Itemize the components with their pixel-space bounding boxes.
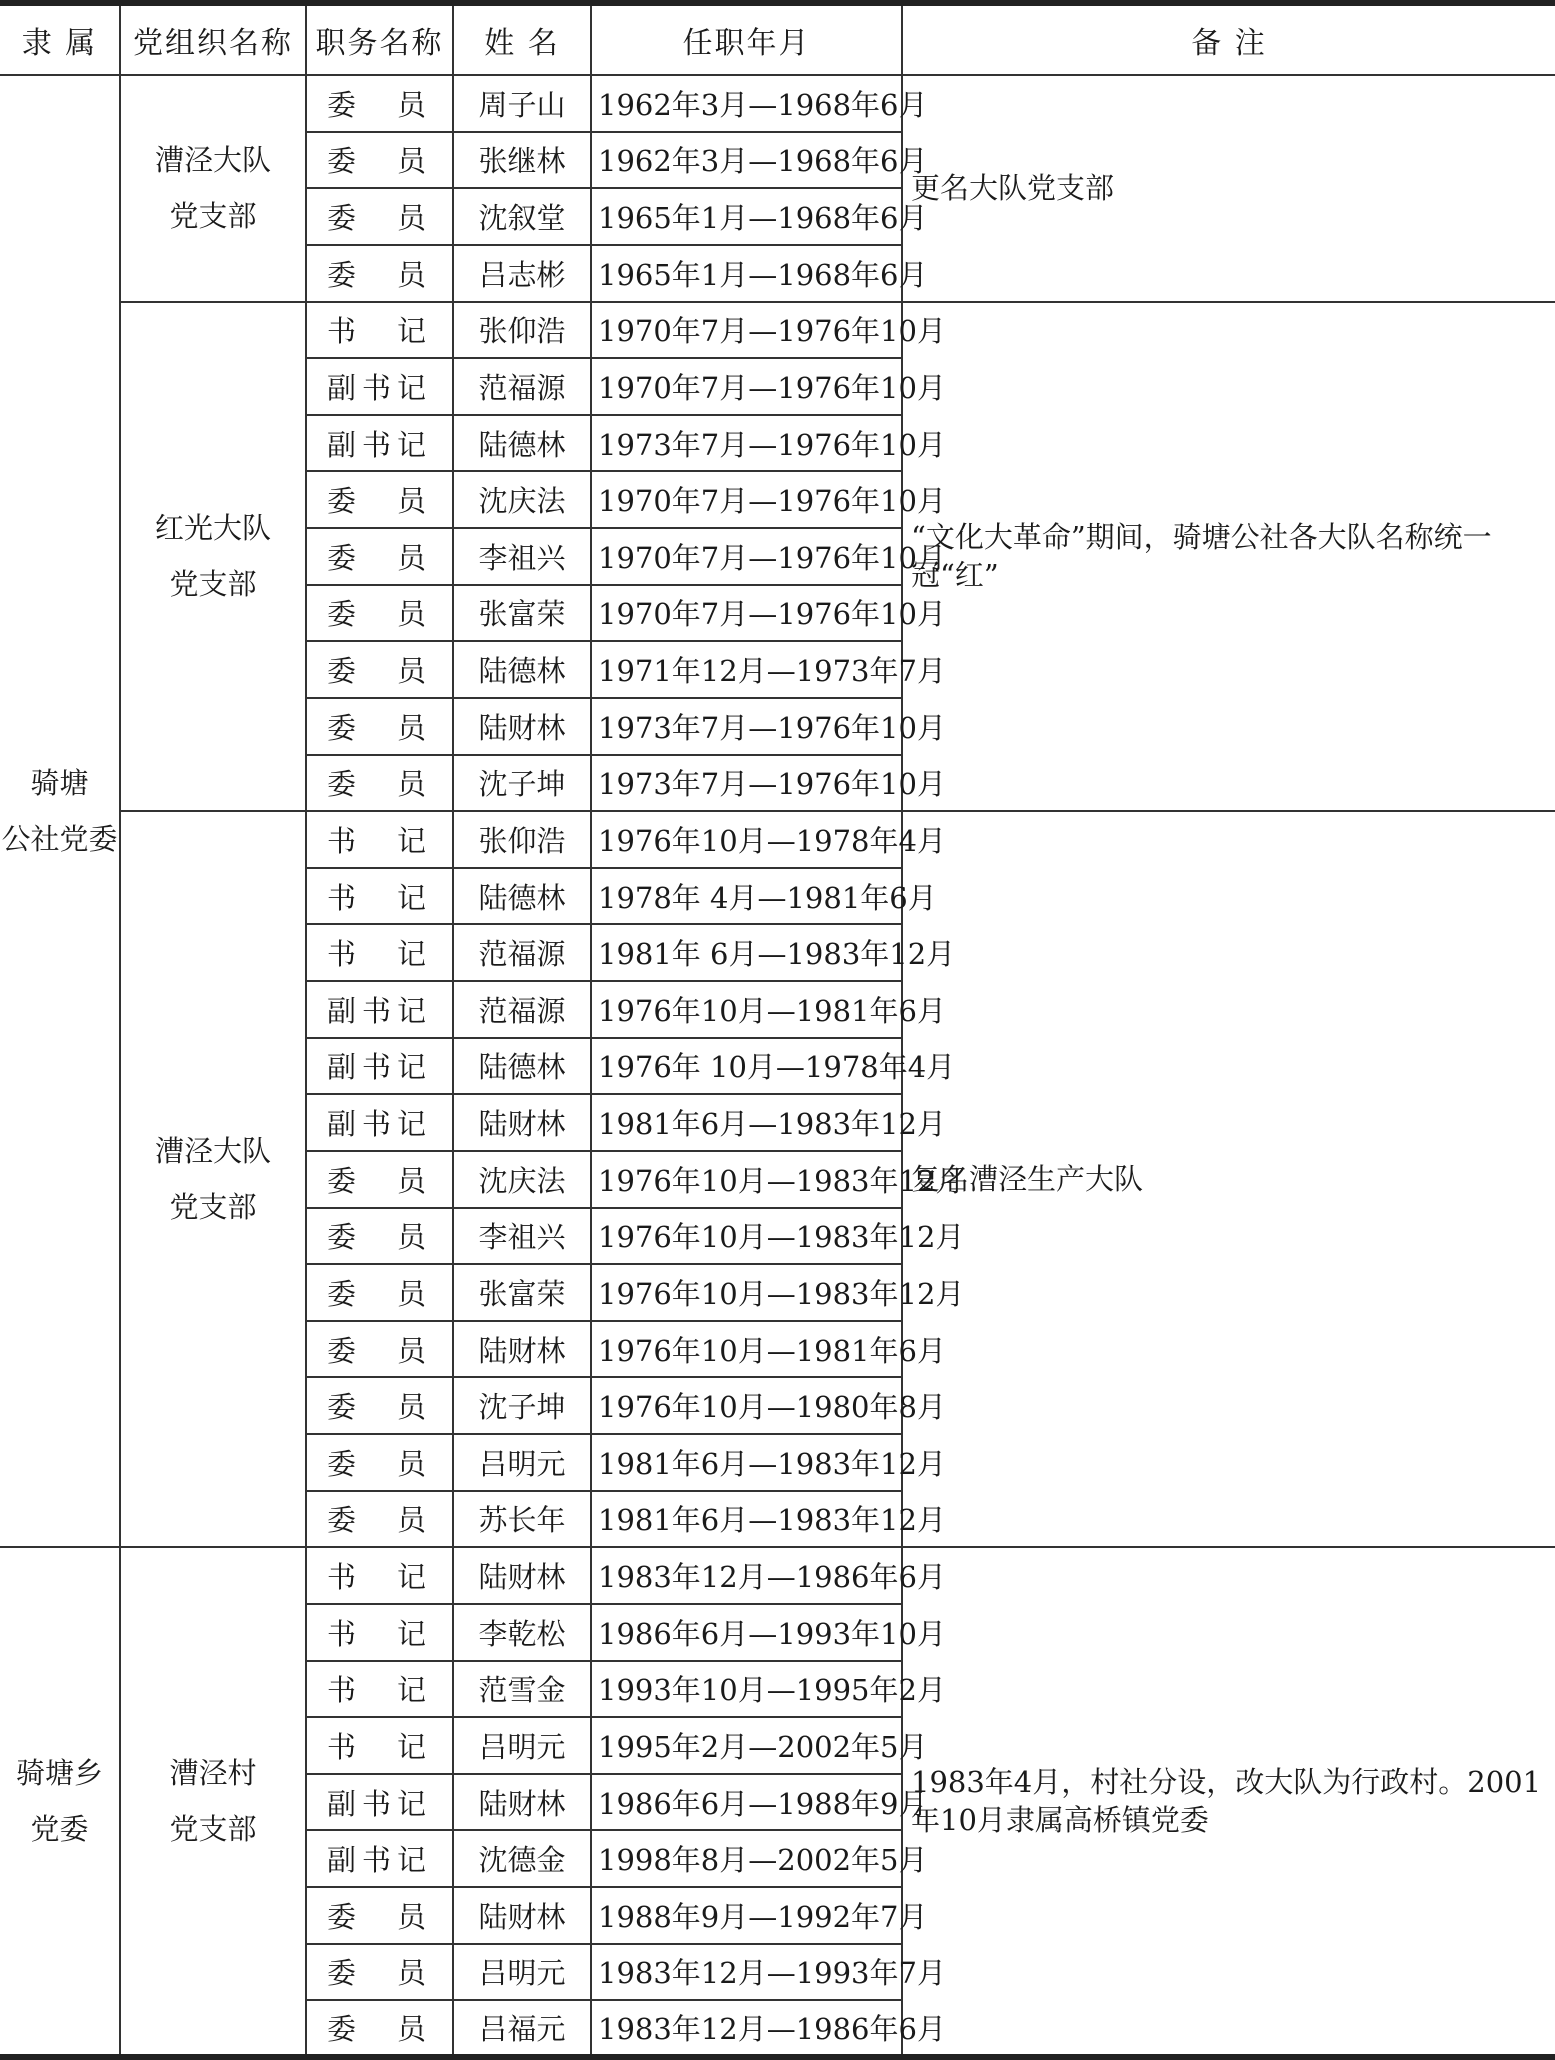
person-name-cell: 张仰浩 [453, 302, 591, 359]
position-cell: 委 员 [306, 1321, 453, 1378]
term-cell: 1976年10月—1983年12月 [591, 1208, 902, 1265]
term-cell: 1986年6月—1988年9月 [591, 1774, 902, 1831]
table-row [0, 75, 1555, 132]
person-name-cell: 苏长年 [453, 1491, 591, 1548]
person-name-cell: 李乾松 [453, 1604, 591, 1661]
person-name-cell: 陆德林 [453, 641, 591, 698]
header-position: 职务名称 [306, 3, 453, 75]
term-cell: 1971年12月—1973年7月 [591, 641, 902, 698]
term-cell: 1981年 6月—1983年12月 [591, 924, 902, 981]
term-cell: 1995年2月—2002年5月 [591, 1717, 902, 1774]
term-cell: 1970年7月—1976年10月 [591, 585, 902, 642]
term-cell: 1976年 10月—1978年4月 [591, 1038, 902, 1095]
org-name-cell [120, 75, 306, 302]
person-name-cell: 李祖兴 [453, 1208, 591, 1265]
person-name-cell: 沈叙堂 [453, 188, 591, 245]
position-cell: 委 员 [306, 1491, 453, 1548]
position-cell: 委 员 [306, 1887, 453, 1944]
person-name-cell: 陆财林 [453, 1094, 591, 1151]
term-cell: 1962年3月—1968年6月 [591, 132, 902, 189]
position-cell: 委 员 [306, 641, 453, 698]
affiliation-cell [0, 75, 120, 1547]
position-cell: 副书记 [306, 1094, 453, 1151]
person-name-cell: 范雪金 [453, 1661, 591, 1718]
term-cell: 1981年6月—1983年12月 [591, 1491, 902, 1548]
position-cell: 委 员 [306, 1434, 453, 1491]
remarks-cell: 复名漕泾生产大队 [902, 811, 1555, 1547]
affiliation-line: 骑塘 [30, 766, 89, 801]
remarks-cell: 更名大队党支部 [902, 75, 1555, 302]
person-name-cell: 李祖兴 [453, 528, 591, 585]
position-cell: 书 记 [306, 868, 453, 925]
header-term: 任职年月 [591, 3, 902, 75]
term-cell: 1993年10月—1995年2月 [591, 1661, 902, 1718]
position-cell: 副书记 [306, 415, 453, 472]
affiliation-line: 骑塘乡 [15, 1756, 103, 1791]
table-row [0, 1547, 1555, 1604]
person-name-cell: 吕福元 [453, 2000, 591, 2057]
person-name-cell: 陆财林 [453, 1321, 591, 1378]
person-name-cell: 周子山 [453, 75, 591, 132]
term-cell: 1983年12月—1993年7月 [591, 1944, 902, 2001]
term-cell: 1962年3月—1968年6月 [591, 75, 902, 132]
person-name-cell: 范福源 [453, 358, 591, 415]
term-cell: 1965年1月—1968年6月 [591, 188, 902, 245]
table-row [0, 811, 1555, 868]
term-cell: 1976年10月—1980年8月 [591, 1377, 902, 1434]
org-name-cell [120, 811, 306, 1547]
remarks-cell: “文化大革命”期间，骑塘公社各大队名称统一冠“红” [902, 302, 1555, 812]
term-cell: 1978年 4月—1981年6月 [591, 868, 902, 925]
term-cell: 1973年7月—1976年10月 [591, 755, 902, 812]
position-cell: 委 员 [306, 188, 453, 245]
term-cell: 1981年6月—1983年12月 [591, 1434, 902, 1491]
remarks-cell: 1983年4月，村社分设，改大队为行政村。2001年10月隶属高桥镇党委 [902, 1547, 1555, 2057]
person-name-cell: 吕明元 [453, 1717, 591, 1774]
position-cell: 书 记 [306, 1547, 453, 1604]
org-name-cell [120, 1547, 306, 2057]
term-cell: 1988年9月—1992年7月 [591, 1887, 902, 1944]
position-cell: 书 记 [306, 1661, 453, 1718]
person-name-cell: 张仰浩 [453, 811, 591, 868]
position-cell: 委 员 [306, 245, 453, 302]
position-cell: 委 员 [306, 698, 453, 755]
affiliation-line: 党委 [30, 1812, 89, 1847]
term-cell: 1983年12月—1986年6月 [591, 2000, 902, 2057]
header-remarks: 备 注 [902, 3, 1555, 75]
term-cell: 1976年10月—1981年6月 [591, 981, 902, 1038]
position-cell: 委 员 [306, 2000, 453, 2057]
person-name-cell: 沈德金 [453, 1830, 591, 1887]
position-cell: 委 员 [306, 1944, 453, 2001]
table-row [0, 302, 1555, 359]
position-cell: 委 员 [306, 1264, 453, 1321]
person-name-cell: 陆财林 [453, 1547, 591, 1604]
term-cell: 1976年10月—1978年4月 [591, 811, 902, 868]
term-cell: 1965年1月—1968年6月 [591, 245, 902, 302]
org-name-line: 党支部 [169, 1812, 257, 1847]
person-name-cell: 沈子坤 [453, 1377, 591, 1434]
person-name-cell: 沈庆法 [453, 471, 591, 528]
person-name-cell: 范福源 [453, 981, 591, 1038]
position-cell: 书 记 [306, 1604, 453, 1661]
term-cell: 1986年6月—1993年10月 [591, 1604, 902, 1661]
person-name-cell: 沈子坤 [453, 755, 591, 812]
person-name-cell: 陆德林 [453, 1038, 591, 1095]
position-cell: 委 员 [306, 132, 453, 189]
person-name-cell: 陆德林 [453, 415, 591, 472]
org-name-cell [120, 302, 306, 812]
org-name-line: 党支部 [169, 1190, 257, 1225]
position-cell: 委 员 [306, 1377, 453, 1434]
header-affiliation: 隶 属 [0, 3, 120, 75]
position-cell: 副书记 [306, 1830, 453, 1887]
person-name-cell: 陆德林 [453, 868, 591, 925]
person-name-cell: 张富荣 [453, 585, 591, 642]
position-cell: 委 员 [306, 585, 453, 642]
position-cell: 委 员 [306, 471, 453, 528]
person-name-cell: 吕明元 [453, 1944, 591, 2001]
person-name-cell: 张富荣 [453, 1264, 591, 1321]
term-cell: 1983年12月—1986年6月 [591, 1547, 902, 1604]
person-name-cell: 沈庆法 [453, 1151, 591, 1208]
position-cell: 委 员 [306, 755, 453, 812]
person-name-cell: 吕志彬 [453, 245, 591, 302]
position-cell: 委 员 [306, 528, 453, 585]
org-name-line: 漕泾村 [169, 1756, 257, 1791]
term-cell: 1998年8月—2002年5月 [591, 1830, 902, 1887]
term-cell: 1976年10月—1981年6月 [591, 1321, 902, 1378]
term-cell: 1970年7月—1976年10月 [591, 358, 902, 415]
term-cell: 1976年10月—1983年12月 [591, 1151, 902, 1208]
position-cell: 书 记 [306, 1717, 453, 1774]
position-cell: 副书记 [306, 1038, 453, 1095]
term-cell: 1970年7月—1976年10月 [591, 528, 902, 585]
position-cell: 书 记 [306, 924, 453, 981]
position-cell: 书 记 [306, 811, 453, 868]
term-cell: 1981年6月—1983年12月 [591, 1094, 902, 1151]
term-cell: 1973年7月—1976年10月 [591, 698, 902, 755]
person-name-cell: 陆财林 [453, 1774, 591, 1831]
org-name-line: 红光大队 [154, 511, 271, 546]
position-cell: 委 员 [306, 1151, 453, 1208]
position-cell: 委 员 [306, 75, 453, 132]
person-name-cell: 张继林 [453, 132, 591, 189]
person-name-cell: 陆财林 [453, 698, 591, 755]
affiliation-cell [0, 1547, 120, 2057]
term-cell: 1970年7月—1976年10月 [591, 471, 902, 528]
person-name-cell: 陆财林 [453, 1887, 591, 1944]
person-name-cell: 吕明元 [453, 1434, 591, 1491]
term-cell: 1973年7月—1976年10月 [591, 415, 902, 472]
affiliation-line: 公社党委 [1, 822, 118, 857]
org-name-line: 漕泾大队 [154, 1134, 271, 1169]
term-cell: 1970年7月—1976年10月 [591, 302, 902, 359]
position-cell: 副书记 [306, 981, 453, 1038]
position-cell: 委 员 [306, 1208, 453, 1265]
position-cell: 书 记 [306, 302, 453, 359]
person-name-cell: 范福源 [453, 924, 591, 981]
org-name-line: 党支部 [169, 567, 257, 602]
header-name: 姓 名 [453, 3, 591, 75]
term-cell: 1976年10月—1983年12月 [591, 1264, 902, 1321]
header-row [0, 3, 1555, 75]
position-cell: 副书记 [306, 358, 453, 415]
org-name-line: 党支部 [169, 199, 257, 234]
org-name-line: 漕泾大队 [154, 143, 271, 178]
position-cell: 副书记 [306, 1774, 453, 1831]
header-org-name: 党组织名称 [120, 3, 306, 75]
